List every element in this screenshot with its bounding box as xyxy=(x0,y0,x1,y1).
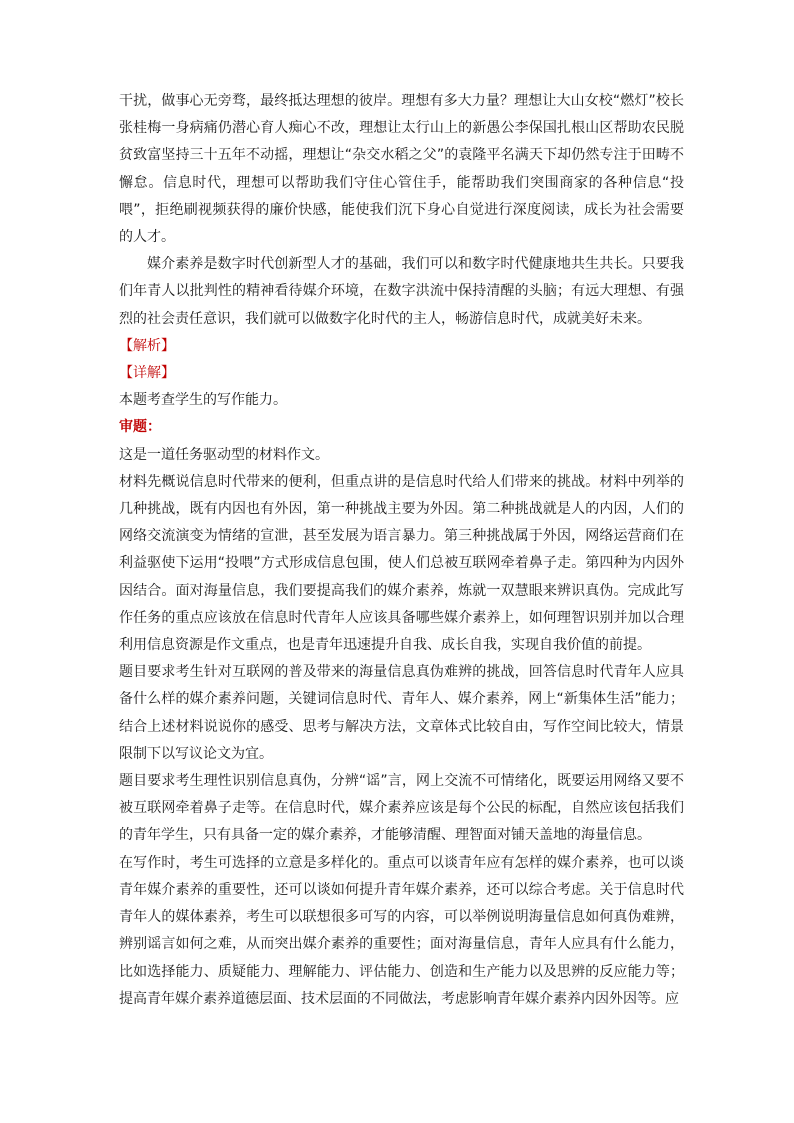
analysis-paragraph-d: 在写作时，考生可选择的立意是多样化的。重点可以谈青年应有怎样的媒介素养，也可以谈青年媒介素养的重要性，还可以谈如何提升青年媒介素养，还可以综合考虑。关于信息时代青年人的媒体素养，考生可以联想很多可写的内容，可以举例说明海量信息如何真伪难辨，辨别谣言如何之难，从而突出媒介素养的重要性；面对海量信息，青年人应具有什么能力，比如选择能力、质疑能力、理解能力、评估能力、创造和生产能力以及思辨的反应能力等；提高青年媒介素养道德层面、技术层面的不同做法，考虑影响青年媒介素养内因外因等。应 xyxy=(119,854,684,1007)
analysis-paragraph-c: 题目要求考生理性识别信息真伪，分辨“谣”言，网上交流不可情绪化，既要运用网络又要不被互联网牵着鼻子走等。在信息时代，媒介素养应该是每个公民的标配，自然应该包括我们的青年学生，只有具备一定的媒介素养，才能够清醒、理智面对铺天盖地的海量信息。 xyxy=(119,773,684,844)
detail-heading: 【详解】 xyxy=(119,365,175,382)
analysis-intro: 本题考查学生的写作能力。 xyxy=(119,392,287,409)
task-type-line: 这是一道任务驱动型的材料作文。 xyxy=(119,446,329,463)
essay-paragraph-2: 媒介素养是数字时代创新型人才的基础，我们可以和数字时代健康地共生共长。只要我们年青人以批判性的精神看待媒介环境，在数字洪流中保持清醒的头脑；有远大理想、有强烈的社会责任意识，我们就可以做数字化时代的主人，畅游信息时代，成就美好未来。 xyxy=(119,256,684,327)
shenti-label: 审题： xyxy=(119,419,161,436)
analysis-paragraph-b: 题目要求考生针对互联网的普及带来的海量信息真伪难辨的挑战，回答信息时代青年人应具备什么样的媒介素养问题，关键词信息时代、青年人、媒介素养，网上“新集体生活”能力；结合上述材料说说你的感受、思考与解决方法，文章体式比较自由，写作空间比较大，情景限制下以写议论文为宜。 xyxy=(119,664,684,762)
analysis-paragraph-a: 材料先概说信息时代带来的便利，但重点讲的是信息时代给人们带来的挑战。材料中列举的几种挑战，既有内因也有外因，第一种挑战主要为外因。第二种挑战就是人的内因，人们的网络交流演变为情绪的宣泄，甚至发展为语言暴力。第三种挑战属于外因，网络运营商们在利益驱使下运用“投喂”方式形成信息包围，使人们总被互联网牵着鼻子走。第四种为内因外因结合。面对海量信息，我们要提高我们的媒介素养，炼就一双慧眼来辨识真伪。完成此写作任务的重点应该放在信息时代青年人应该具备哪些媒介素养上，如何理智识别并加以合理利用信息资源是作文重点，也是青年迅速提升自我、成长自我，实现自我价值的前提。 xyxy=(119,473,684,654)
essay-paragraph-1: 干扰，做事心无旁骛，最终抵达理想的彼岸。理想有多大力量？理想让大山女校“燃灯”校长张桂梅一身病痛仍潜心育人痴心不改，理想让太行山上的新愚公李保国扎根山区帮助农民脱贫致富坚持三十五年不动摇，理想让“杂交水稻之父”的袁隆平名满天下却仍然专注于田畴不懈怠。信息时代，理想可以帮助我们守住心管住手，能帮助我们突围商家的各种信息“投喂”，拒绝刷视频获得的廉价快感，能使我们沉下身心自觉进行深度阅读，成长为社会需要的人才。 xyxy=(119,93,684,246)
analysis-heading: 【解析】 xyxy=(119,337,175,354)
